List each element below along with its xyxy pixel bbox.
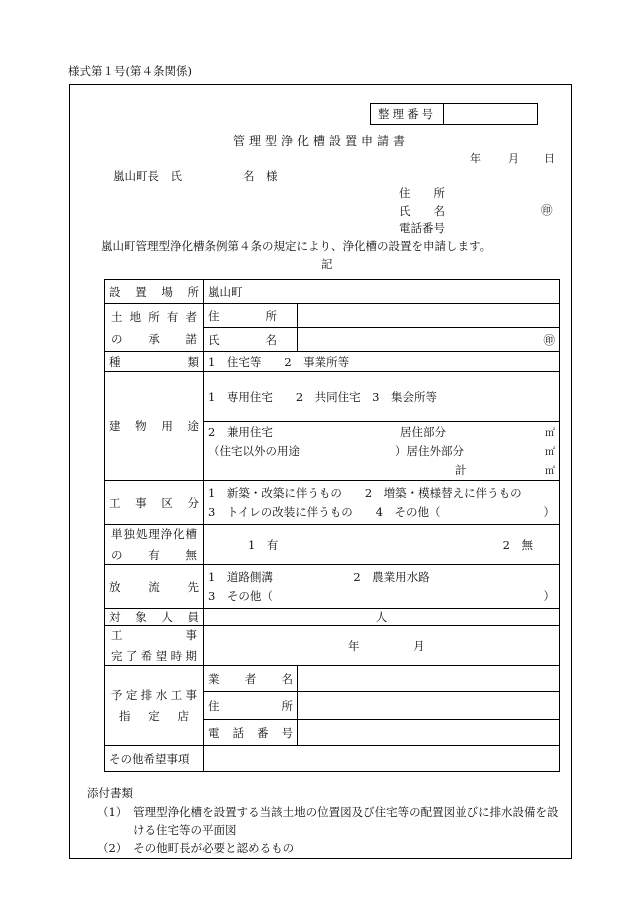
seal-mark: ㊞ xyxy=(541,203,553,217)
applicant-name-label: 氏 名 xyxy=(399,204,445,218)
contractor-address-label: 住 所 xyxy=(204,692,298,720)
registration-number-field[interactable] xyxy=(444,104,537,124)
seal-mark: ㊞ xyxy=(543,332,555,347)
application-table xyxy=(104,279,560,772)
attachment-item-2: （2） その他町長が必要と認めるもの xyxy=(97,841,295,855)
contractor-label: 予定排水工事 指定店 xyxy=(105,666,204,746)
form-title: 管理型浄化槽設置申請書 xyxy=(233,134,410,148)
attachment-item-1-continued: ける住宅等の平面図 xyxy=(133,823,237,837)
date-day: 日 xyxy=(544,152,555,165)
form-number-label: 様式第１号(第４条関係) xyxy=(68,64,192,78)
date-line xyxy=(470,153,555,164)
kind-label: 種類 xyxy=(105,352,204,372)
building-use-options-1[interactable]: 1 専用住宅 2 共同住宅 3 集会所等 xyxy=(204,372,560,422)
persons-field[interactable]: 人 xyxy=(204,609,560,626)
other-requests-field[interactable] xyxy=(204,746,560,772)
single-tank-label: 単独処理浄化槽 の有無 xyxy=(105,525,204,565)
applicant-phone-label: 電話番号 xyxy=(399,221,445,235)
ki-marker: 記 xyxy=(321,257,333,271)
attachments-heading: 添付書類 xyxy=(87,786,133,800)
other-requests-label: その他希望事項 xyxy=(105,746,204,772)
persons-label: 対象人員 xyxy=(105,609,204,626)
registration-number-label: 整理番号 xyxy=(371,104,444,124)
intro-statement: 嵐山町管理型浄化槽条例第４条の規定により、浄化槽の設置を申請します。 xyxy=(101,239,492,253)
landowner-name-label: 氏 名 xyxy=(204,328,298,352)
contractor-name-field[interactable] xyxy=(298,666,560,692)
discharge-options[interactable]: 1 道路側溝 2 農業用水路 3 その他（ ） xyxy=(204,565,560,609)
attachment-item-1: （1） 管理型浄化槽を設置する当該土地の位置図及び住宅等の配置図並びに排水設備を設 xyxy=(97,805,559,819)
landowner-label: 土地所有者 の承諾 xyxy=(105,304,204,352)
single-tank-options[interactable]: 1 有 2 無 xyxy=(204,525,560,565)
location-label: 設置場所 xyxy=(105,280,204,304)
addressee-suffix: 名 様 xyxy=(243,169,278,183)
construction-type-label: 工事区分 xyxy=(105,481,204,525)
completion-label: 工事 完了希望時期 xyxy=(105,626,204,666)
date-year: 年 xyxy=(470,152,481,165)
landowner-name-field[interactable] xyxy=(298,328,560,352)
contractor-name-label: 業者名 xyxy=(204,666,298,692)
contractor-address-field[interactable] xyxy=(298,692,560,720)
completion-field[interactable]: 年 月 xyxy=(204,626,560,666)
discharge-label: 放流先 xyxy=(105,565,204,609)
applicant-address-label: 住 所 xyxy=(399,186,445,200)
landowner-address-label: 住 所 xyxy=(204,304,298,328)
contractor-phone-label: 電話番号 xyxy=(204,720,298,746)
kind-options[interactable]: 1 住宅等 2 事業所等 xyxy=(204,352,560,372)
date-month: 月 xyxy=(508,152,519,165)
building-use-options-2[interactable]: 2 兼用住宅 居住部分 ㎡ （住宅以外の用途 ）居住外部分 ㎡ 計 ㎡ xyxy=(204,422,560,481)
registration-number-box xyxy=(370,103,538,125)
location-value[interactable]: 嵐山町 xyxy=(204,280,560,304)
addressee: 嵐山町長 氏 xyxy=(113,169,182,183)
landowner-address-field[interactable] xyxy=(298,304,560,328)
contractor-phone-field[interactable] xyxy=(298,720,560,746)
construction-type-options[interactable]: 1 新築・改築に伴うもの 2 増築・模様替えに伴うもの 3 トイレの改装に伴うもの 4 その他（ ） xyxy=(204,481,560,525)
building-use-label: 建物用途 xyxy=(105,372,204,481)
